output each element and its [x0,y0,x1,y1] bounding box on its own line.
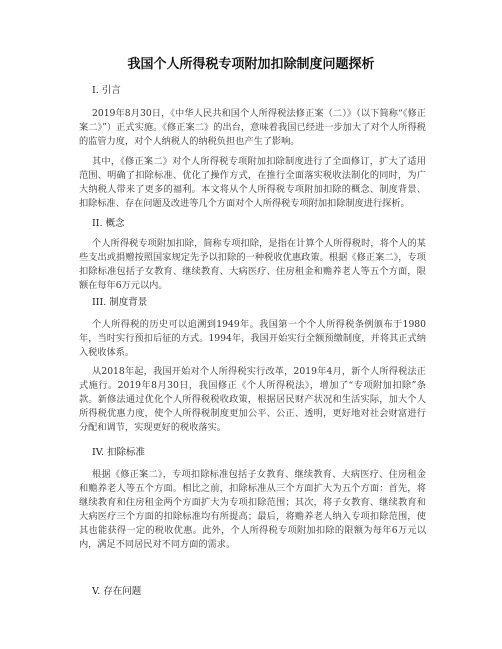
section-heading-problems: V. 存在问题 [92,586,142,597]
section-heading-introduction: I. 引言 [92,85,121,96]
paragraph-background-1: 个人所得税的历史可以追溯到1949年。我国第一个个人所得税条例颁布于1980年，当时实行预扣后征的方式。1994年，我国开始实行全额预缴制度，并将其正式纳入税收体系。 [79,319,426,358]
section-heading-background: III. 制度背景 [92,297,148,308]
paragraph-introduction-1: 2019年8月30日，《中华人民共和国个人所得税法修正案（二）》（以下简称“《修正案二》”）正式实施。《修正案二》的出台，意味着我国已经进一步加大了对个人所得税的监管力度，对个人纳税人的纳税负担也产生了影响。 [79,108,426,147]
section-heading-standards: IV. 扣除标准 [92,447,145,458]
paragraph-concept: 个人所得税专项附加扣除，简称专项扣除，是指在计算个人所得税时，将个人的某些支出或捐赠按照国家规定先予以扣除的一种税收优惠政策。根据《修正案二》，专项扣除标准包括子女教育、继续教育、大病医疗、住房租金和赡养老人等五个方面，限额在每年6万元以内。 [79,238,426,291]
section-heading-concept: II. 概念 [92,218,125,229]
document-title: 我国个人所得税专项附加扣除制度问题探析 [127,57,375,72]
paragraph-standards: 根据《修正案二》，专项扣除标准包括子女教育、继续教育、大病医疗、住房租金和赡养老人等五个方面。相比之前，扣除标准从三个方面扩大为五个方面：首先，将继续教育和住房租金两个方面扩大为专项扣除范围；其次，将子女教育、继续教育和大病医疗三个方面的扣除标准均有所提高；最后，将赡养老人纳入专项扣除范围，使其也能获得一定的税收优惠。此外，个人所得税专项附加扣除的限额为每年6万元以内，满足不同居民对不同方面的需求。 [79,469,426,550]
paragraph-introduction-2: 其中，《修正案二》对个人所得税专项附加扣除制度进行了全面修订，扩大了适用范围、明确了扣除标准、优化了操作方式，在推行全面落实税收法制化的同时，为广大纳税人带来了更多的福利。本文将从个人所得税专项附加扣除的概念、制度背景、扣除标准、存在问题及改进等几个方面对个人所得税专项附加扣除制度进行探析。 [79,156,426,209]
paragraph-background-2: 从2018年起，我国开始对个人所得税实行改革，2019年4月，新个人所得税法正式施行。2019年8月30日，我国修正《个人所得税法》，增加了“专项附加扣除”条款。新修法通过优化个人所得税税收政策，根据居民财产状况和生活实际，加大个人所得税优惠力度，使个人所得税制度更加公平、公正、透明，更好地对社会财富进行分配和调节，实现更好的税收落实。 [79,366,426,433]
